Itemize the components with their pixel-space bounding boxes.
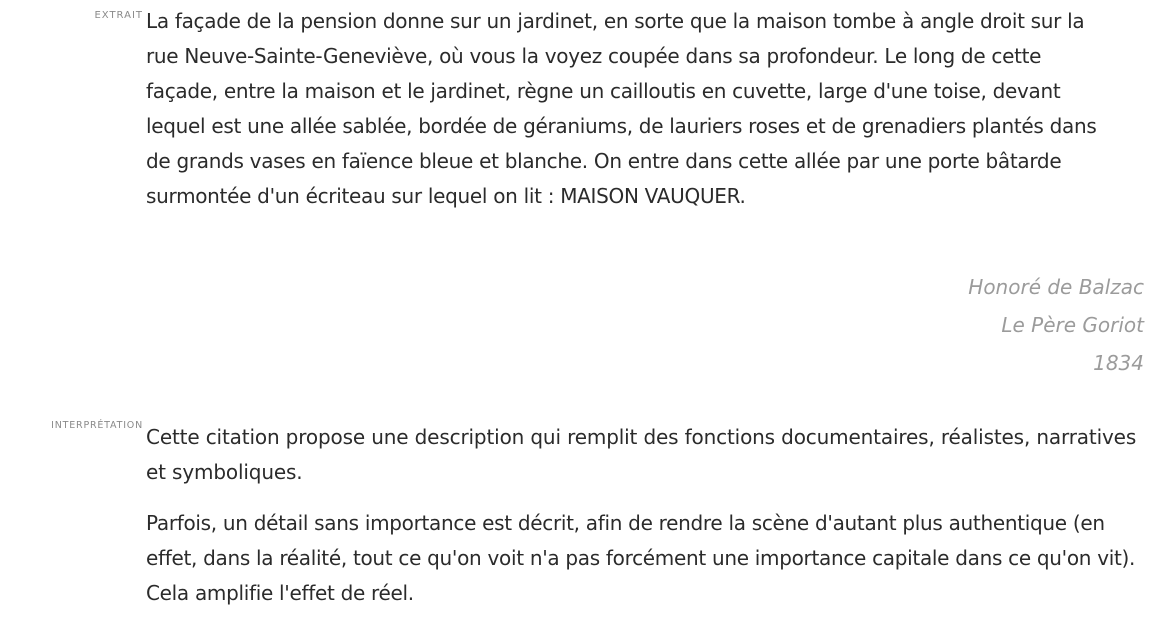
interpretation-label: INTERPRÉTATION [51,420,143,431]
extract-quote: La façade de la pension donne sur un jardinet, en sorte que la maison tombe à angle droit sur la rue Neuve-Sainte-Geneviève, où vous la voyez coupée dans sa profondeur. Le long de cette façade, entre la maison et le jardinet, règne un cailloutis en cuvette, large d'une toise, devant lequel est une allée sablée, bordée de géraniums, de lauriers roses et de grenadiers plantés dans de grands vases en faïence bleue et blanche. On entre dans cette allée par une porte bâtarde surmontée d'un écriteau sur lequel on lit : MAISON VAUQUER. [146,9,1097,208]
attribution-work: Le Père Goriot [1001,313,1144,337]
interpretation-paragraph: Cette citation propose une description qui remplit des fonctions documentaires, réalistes, narratives et symboliques. [146,425,1137,484]
extract-label: EXTRAIT [94,10,143,21]
attribution-block [968,268,1144,382]
interpretation-paragraph: Parfois, un détail sans importance est décrit, afin de rendre la scène d'autant plus authentique (en effet, dans la réalité, tout ce qu'on voit n'a pas forcément une importance capitale dans ce qu'on vit). Cela amplifie l'effet de réel. [146,511,1136,605]
attribution-author: Honoré de Balzac [968,275,1144,299]
attribution-year: 1834 [1093,351,1144,375]
